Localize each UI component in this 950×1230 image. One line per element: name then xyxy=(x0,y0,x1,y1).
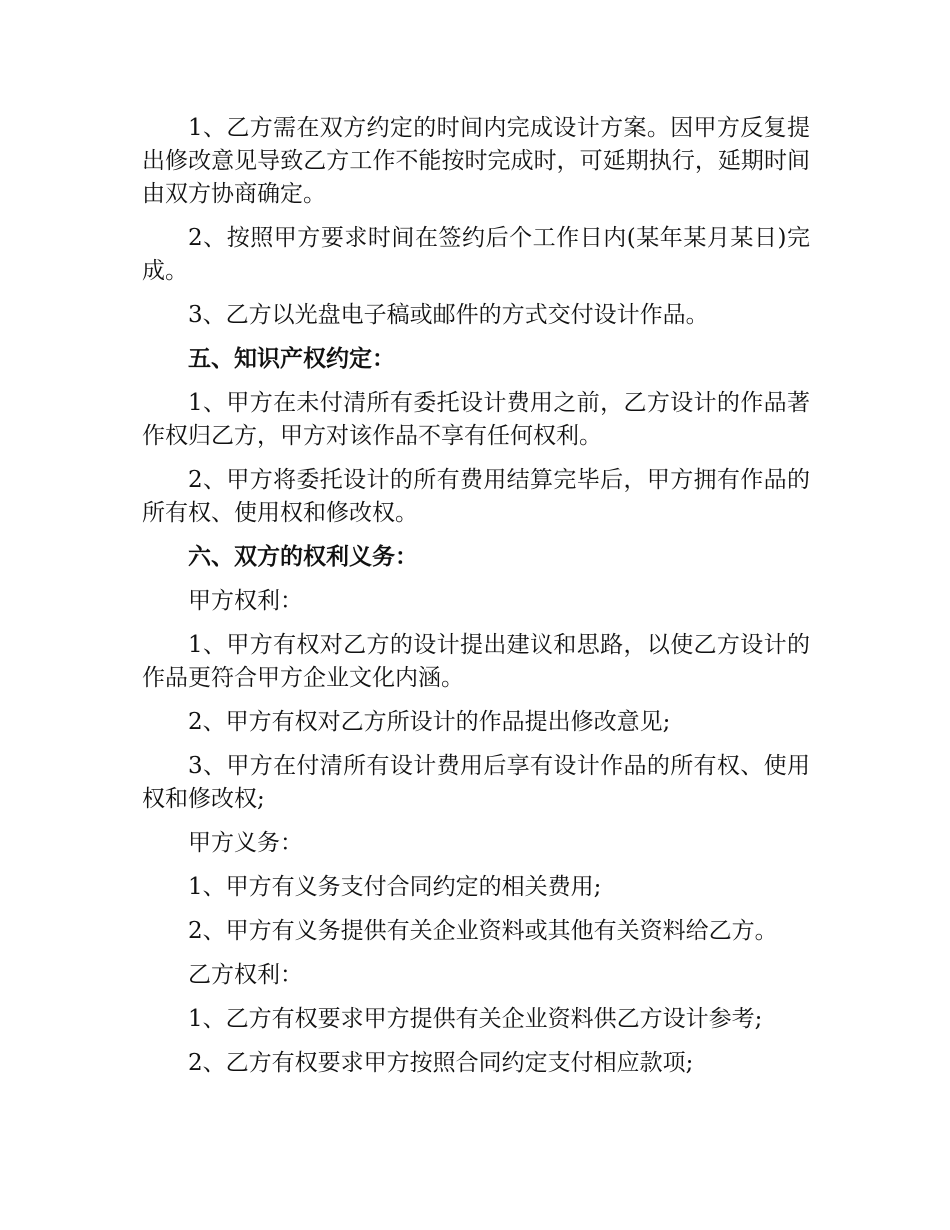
paragraph-a-rights-1: 1、甲方有权对乙方的设计提出建议和思路，以使乙方设计的作品更符合甲方企业文化内涵。 xyxy=(142,632,810,691)
section-heading-rights: 六、双方的权利义务： xyxy=(188,544,418,570)
paragraph-ip-1: 1、甲方在未付清所有委托设计费用之前，乙方设计的作品著作权归乙方，甲方对该作品不享有任何权利。 xyxy=(142,390,810,449)
subheading-party-a-rights: 甲方权利： xyxy=(188,588,303,614)
document-body xyxy=(142,112,810,1091)
section-heading-ip: 五、知识产权约定： xyxy=(188,346,395,372)
paragraph-b-rights-2: 2、乙方有权要求甲方按照合同约定支付相应款项; xyxy=(188,1050,694,1076)
paragraph-delivery-3: 3、乙方以光盘电子稿或邮件的方式交付设计作品。 xyxy=(188,302,709,328)
paragraph-a-rights-3: 3、甲方在付清所有设计费用后享有设计作品的所有权、使用权和修改权; xyxy=(142,753,810,812)
subheading-party-b-rights: 乙方权利： xyxy=(188,962,303,988)
paragraph-a-duties-2: 2、甲方有义务提供有关企业资料或其他有关资料给乙方。 xyxy=(188,918,778,944)
paragraph-delivery-2: 2、按照甲方要求时间在签约后个工作日内(某年某月某日)完成。 xyxy=(142,225,810,284)
subheading-party-a-duties: 甲方义务： xyxy=(188,830,303,856)
paragraph-ip-2: 2、甲方将委托设计的所有费用结算完毕后，甲方拥有作品的所有权、使用权和修改权。 xyxy=(142,467,810,526)
paragraph-a-duties-1: 1、甲方有义务支付合同约定的相关费用; xyxy=(188,874,602,900)
paragraph-a-rights-2: 2、甲方有权对乙方所设计的作品提出修改意见; xyxy=(188,709,671,735)
paragraph-b-rights-1: 1、乙方有权要求甲方提供有关企业资料供乙方设计参考; xyxy=(188,1006,763,1032)
paragraph-delivery-1: 1、乙方需在双方约定的时间内完成设计方案。因甲方反复提出修改意见导致乙方工作不能按时完成时，可延期执行，延期时间由双方协商确定。 xyxy=(142,115,810,207)
